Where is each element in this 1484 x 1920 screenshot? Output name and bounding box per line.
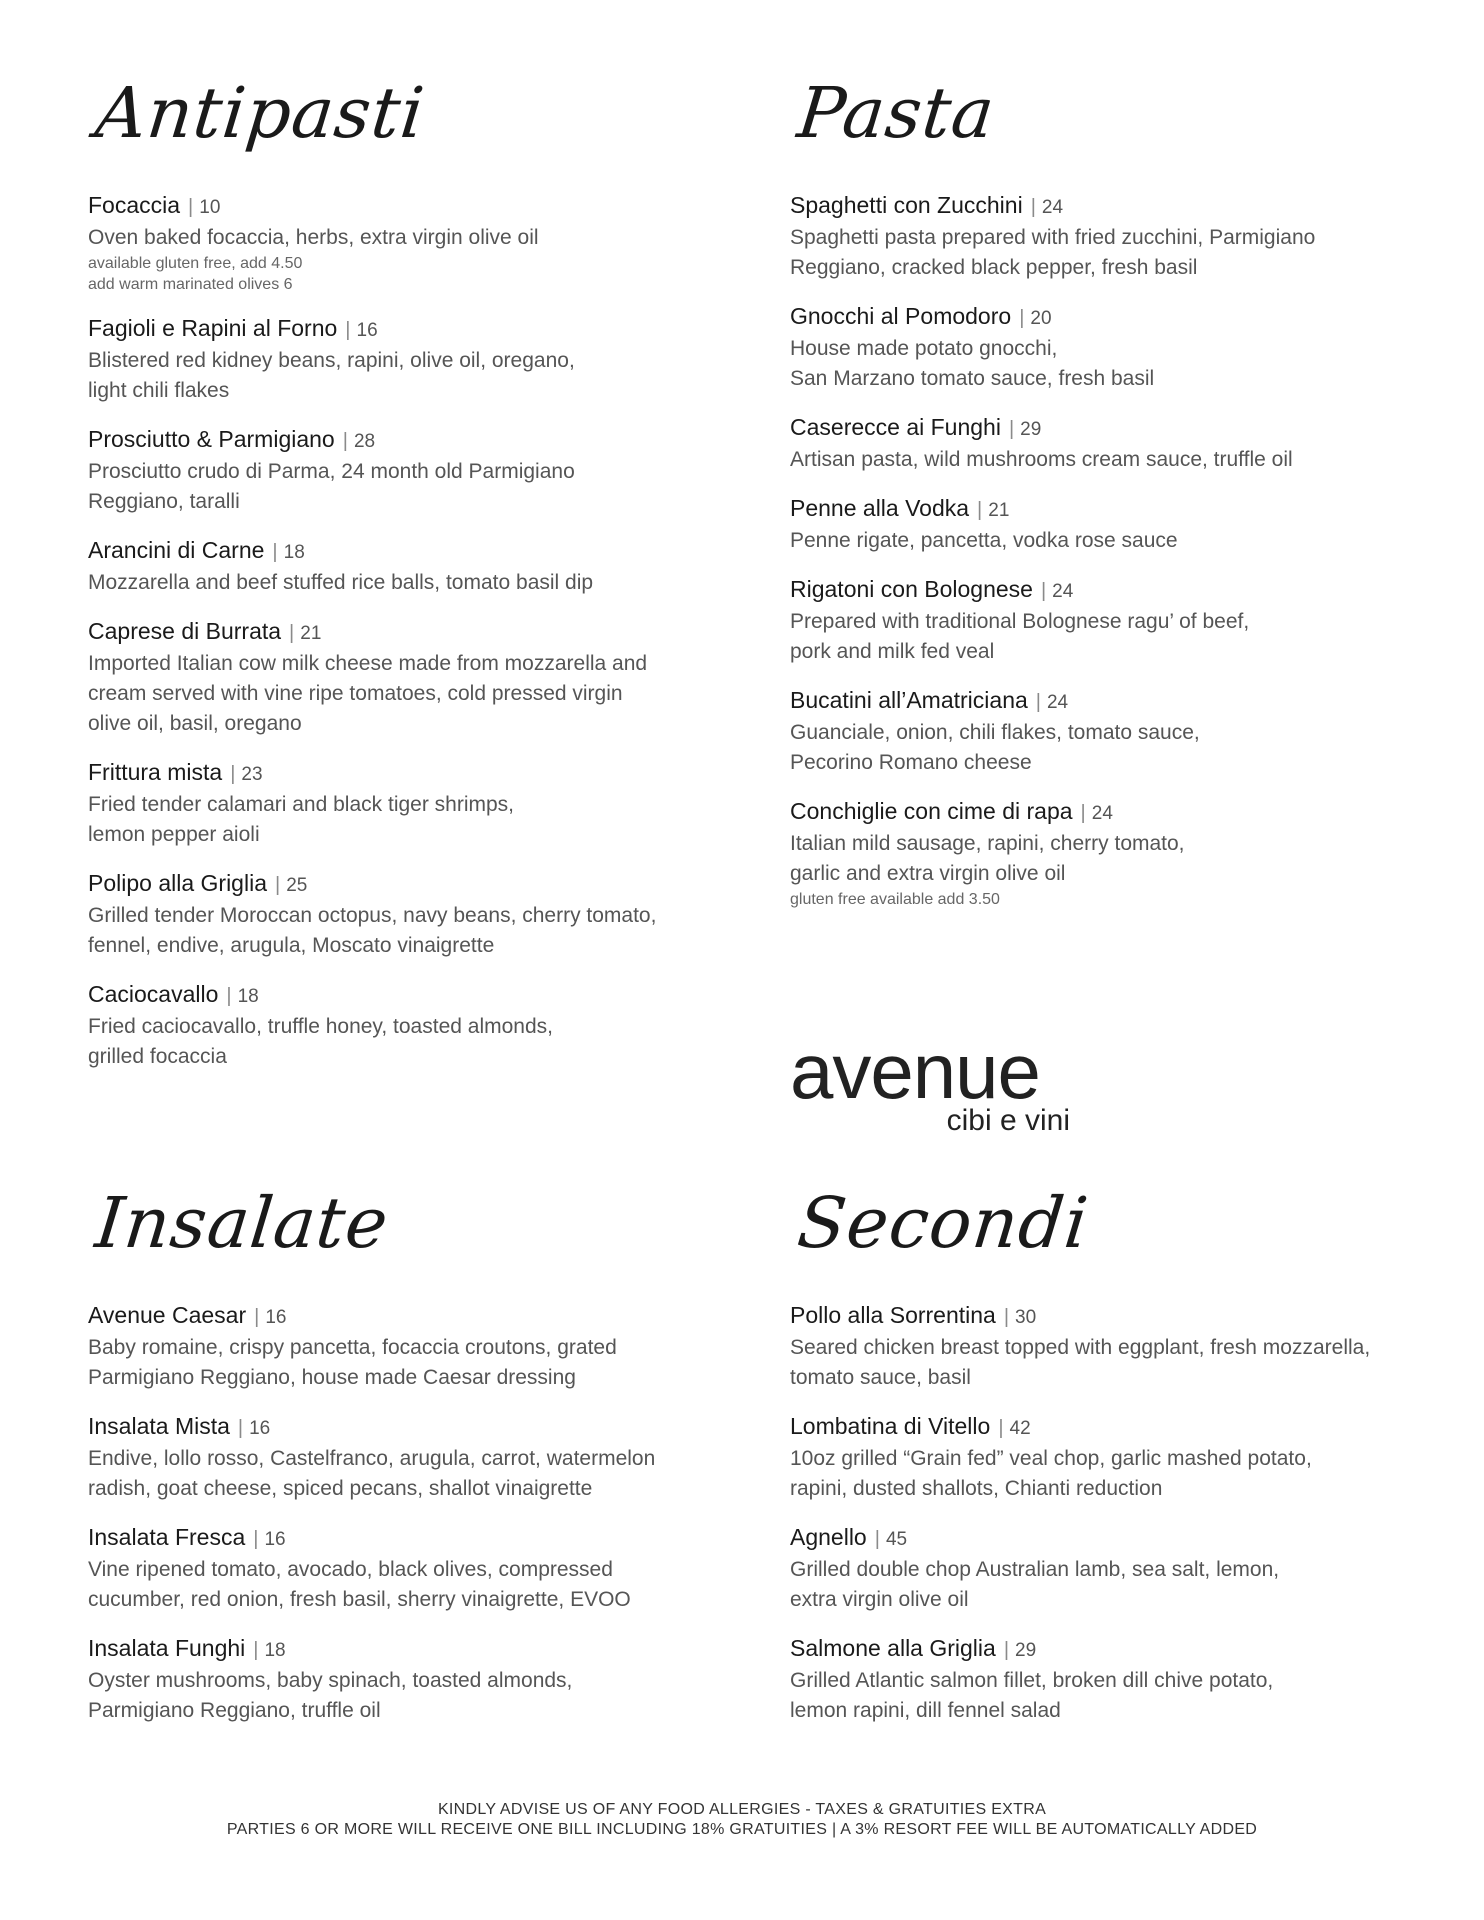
secondi-items [790,1300,1410,1726]
menu-item-name: Focaccia [88,192,181,218]
menu-item-description: Fried caciocavallo, truffle honey, toasted almonds, [88,1015,553,1038]
menu-item-price: 16 [264,1529,286,1550]
footer-gratuity-line: PARTIES 6 OR MORE WILL RECEIVE ONE BILL INCLUDING 18% GRATUITIES | A 3% RESORT FEE WILL BE AUTOMATICALLY ADDED [226,1821,1258,1838]
menu-item-header [790,1411,1410,1444]
menu-item [88,1300,708,1393]
menu-item-name: Salmone alla Griglia [790,1635,996,1661]
price-separator: | [289,622,295,644]
price-separator: | [1019,307,1025,329]
menu-item-description: Grilled tender Moroccan octopus, navy beans, cherry tomato, [88,904,657,927]
menu-item-name: Pollo alla Sorrentina [790,1302,996,1328]
menu-item-header [790,412,1410,445]
menu-item-name: Frittura mista [88,759,223,785]
price-separator: | [1030,196,1036,218]
menu-item-price: 10 [199,197,221,218]
price-separator: | [230,763,236,785]
menu-item-price: 24 [1041,197,1064,218]
price-separator: | [1003,1639,1010,1661]
menu-item [790,574,1410,667]
menu-item-price: 25 [286,875,308,896]
menu-item-header [790,1522,1410,1555]
price-separator: | [342,430,348,452]
price-separator: | [254,1306,260,1328]
menu-item [88,868,708,961]
price-separator: | [1008,418,1015,440]
menu-item-price: 42 [1009,1418,1031,1439]
menu-item-price: 28 [353,431,376,452]
menu-item-description: Prosciutto crudo di Parma, 24 month old Parmigiano [88,460,575,483]
menu-item [790,1633,1410,1726]
menu-item [88,1522,708,1615]
menu-item-header [790,301,1410,334]
menu-item-description: Guanciale, onion, chili flakes, tomato sauce, [790,721,1200,744]
menu-item-note: gluten free available add 3.50 [790,891,1000,908]
menu-item-description: radish, goat cheese, spiced pecans, shallot vinaigrette [88,1477,593,1500]
price-separator: | [253,1528,259,1550]
menu-item-description: Reggiano, taralli [88,490,240,513]
menu-item-description: grilled focaccia [88,1045,227,1068]
menu-item-name: Spaghetti con Zucchini [790,192,1023,218]
menu-item-description: olive oil, basil, oregano [88,712,302,735]
menu-item-description: San Marzano tomato sauce, fresh basil [790,367,1155,390]
menu-item-header [88,868,708,901]
menu-item-description: Prepared with traditional Bolognese ragu’ of beef, [790,610,1250,633]
menu-item-description: Grilled double chop Australian lamb, sea salt, lemon, [790,1558,1280,1581]
price-separator: | [1040,580,1047,602]
menu-item-description: Seared chicken breast topped with eggplant, fresh mozzarella, [790,1336,1371,1359]
menu-item-price: 45 [885,1529,908,1550]
pasta-title: Pasta [793,72,999,154]
menu-item-note: add warm marinated olives 6 [88,276,293,293]
menu-item-header [790,574,1410,607]
menu-item-description: Baby romaine, crispy pancetta, focaccia croutons, grated [88,1336,617,1359]
menu-item-description: Penne rigate, pancetta, vodka rose sauce [790,529,1178,552]
menu-item-price: 24 [1046,692,1069,713]
menu-item-name: Arancini di Carne [88,537,265,563]
menu-item-price: 16 [265,1307,287,1328]
menu-item-description: light chili flakes [88,379,230,402]
menu-item-description: cucumber, red onion, fresh basil, sherry vinaigrette, EVOO [88,1588,631,1611]
menu-item-description: Artisan pasta, wild mushrooms cream sauce, truffle oil [790,448,1293,471]
menu-item-description: Pecorino Romano cheese [790,751,1032,774]
menu-item-name: Insalata Funghi [88,1635,246,1661]
menu-item-name: Avenue Caesar [88,1302,247,1328]
menu-item-description: lemon rapini, dill fennel salad [790,1699,1061,1722]
menu-item-description: lemon pepper aioli [88,823,260,846]
price-separator: | [188,196,194,218]
menu-item-header [88,1522,708,1555]
menu-item-description: Endive, lollo rosso, Castelfranco, arugula, carrot, watermelon [88,1447,656,1470]
menu-item-name: Lombatina di Vitello [790,1413,991,1439]
menu-item [88,616,708,739]
menu-item-header [790,493,1410,526]
price-separator: | [272,541,278,563]
menu-item-description: Parmigiano Reggiano, house made Caesar dressing [88,1366,576,1389]
menu-item-description: Grilled Atlantic salmon fillet, broken dill chive potato, [790,1669,1274,1692]
menu-item-header [790,1300,1410,1333]
menu-item-description: Spaghetti pasta prepared with fried zucchini, Parmigiano [790,226,1316,249]
menu-item-header [88,313,708,346]
insalate-items [88,1300,708,1726]
menu-item [88,190,708,295]
price-separator: | [237,1417,244,1439]
menu-item-header [88,979,708,1012]
menu-item-name: Caserecce ai Funghi [790,414,1001,440]
menu-item-header [88,616,708,649]
menu-item [790,1411,1410,1504]
menu-item-name: Fagioli e Rapini al Forno [88,315,338,341]
price-separator: | [345,319,351,341]
menu-item [790,1522,1410,1615]
menu-item-header [790,685,1410,718]
price-separator: | [226,985,232,1007]
menu-item [88,757,708,850]
menu-item-price: 24 [1091,803,1113,824]
menu-item [88,535,708,598]
price-separator: | [1080,802,1086,824]
menu-item-header [88,1300,708,1333]
menu-item-name: Caprese di Burrata [88,618,282,644]
menu-item-description: Parmigiano Reggiano, truffle oil [88,1699,381,1722]
restaurant-logo [790,1027,1090,1137]
menu-item-price: 21 [300,623,322,644]
menu-item-description: Oven baked focaccia, herbs, extra virgin olive oil [88,226,539,249]
menu-item-description: Blistered red kidney beans, rapini, olive oil, oregano, [88,349,575,372]
menu-item-description: extra virgin olive oil [790,1588,969,1611]
menu-item [88,424,708,517]
menu-item-description: Italian mild sausage, rapini, cherry tomato, [790,832,1185,855]
price-separator: | [274,874,281,896]
menu-item [790,412,1410,475]
menu-item-price: 29 [1020,419,1042,440]
menu-item-header [88,190,708,223]
antipasti-title: Antipasti [91,72,429,154]
menu-item-price: 18 [237,986,259,1007]
pasta-items [790,190,1410,910]
menu-item-description: Fried tender calamari and black tiger shrimps, [88,793,515,816]
price-separator: | [874,1528,880,1550]
menu-item [790,493,1410,556]
menu-item-header [88,424,708,457]
price-separator: | [1003,1306,1010,1328]
menu-item-name: Penne alla Vodka [790,495,970,521]
logo-wordmark: avenue [790,1027,1040,1115]
menu-item [88,1411,708,1504]
menu-item-description: House made potato gnocchi, [790,337,1058,360]
menu-item-price: 18 [264,1640,286,1661]
menu-item-description: cream served with vine ripe tomatoes, cold pressed virgin [88,682,623,705]
menu-item-price: 16 [249,1418,271,1439]
menu-item-price: 23 [241,764,263,785]
antipasti-items [88,190,708,1072]
menu-item-description: Mozzarella and beef stuffed rice balls, tomato basil dip [88,571,594,594]
menu-item-price: 18 [283,542,305,563]
menu-item-header [88,535,708,568]
menu-item-name: Prosciutto & Parmigiano [88,426,335,452]
menu-item [790,796,1410,910]
menu-item-description: 10oz grilled “Grain fed” veal chop, garlic mashed potato, [790,1447,1312,1470]
menu-item-header [790,796,1410,829]
price-separator: | [998,1417,1004,1439]
menu-item-name: Agnello [790,1524,867,1550]
menu-item-name: Rigatoni con Bolognese [790,576,1033,602]
menu-item-description: pork and milk fed veal [790,640,995,663]
menu-item-name: Bucatini all’Amatriciana [790,687,1028,713]
menu-item [790,685,1410,778]
menu-item-name: Gnocchi al Pomodoro [790,303,1012,329]
menu-item-description: Reggiano, cracked black pepper, fresh basil [790,256,1198,279]
price-separator: | [977,499,983,521]
menu-item-price: 29 [1015,1640,1037,1661]
antipasti-section [88,72,708,1090]
menu-item-name: Insalata Fresca [88,1524,246,1550]
insalate-title: Insalate [91,1182,393,1264]
price-separator: | [1035,691,1041,713]
menu-item-price: 16 [356,320,378,341]
menu-item-price: 30 [1015,1307,1037,1328]
menu-item [790,301,1410,394]
menu-item-header [88,1633,708,1666]
menu-item-name: Conchiglie con cime di rapa [790,798,1073,824]
footer-notice [0,1800,1484,1840]
menu-item-note: available gluten free, add 4.50 [88,255,303,272]
secondi-title: Secondi [793,1182,1093,1264]
menu-item-name: Polipo alla Griglia [88,870,267,896]
menu-item-header [790,1633,1410,1666]
menu-item-header [790,190,1410,223]
menu-item [88,1633,708,1726]
menu-item-description: Imported Italian cow milk cheese made from mozzarella and [88,652,648,675]
menu-item-header [88,757,708,790]
secondi-section [790,1182,1410,1744]
menu-item [88,979,708,1072]
menu-item-price: 21 [988,500,1010,521]
logo-tagline: cibi e vini [946,1104,1070,1137]
menu-item-description: Vine ripened tomato, avocado, black olives, compressed [88,1558,613,1581]
menu-item-name: Insalata Mista [88,1413,230,1439]
menu-item-name: Caciocavallo [88,981,219,1007]
pasta-section [790,72,1410,928]
menu-item [790,190,1410,283]
price-separator: | [253,1639,259,1661]
menu-item-description: rapini, dusted shallots, Chianti reduction [790,1477,1163,1500]
footer-allergy-line: KINDLY ADVISE US OF ANY FOOD ALLERGIES - TAXES & GRATUITIES EXTRA [437,1801,1047,1818]
menu-item-description: Oyster mushrooms, baby spinach, toasted almonds, [88,1669,573,1692]
menu-item-description: fennel, endive, arugula, Moscato vinaigrette [88,934,495,957]
menu-item-description: garlic and extra virgin olive oil [790,862,1066,885]
menu-item [88,313,708,406]
menu-item [790,1300,1410,1393]
menu-item-price: 20 [1030,308,1052,329]
menu-item-price: 24 [1052,581,1074,602]
menu-item-description: tomato sauce, basil [790,1366,971,1389]
insalate-section [88,1182,708,1744]
menu-item-header [88,1411,708,1444]
